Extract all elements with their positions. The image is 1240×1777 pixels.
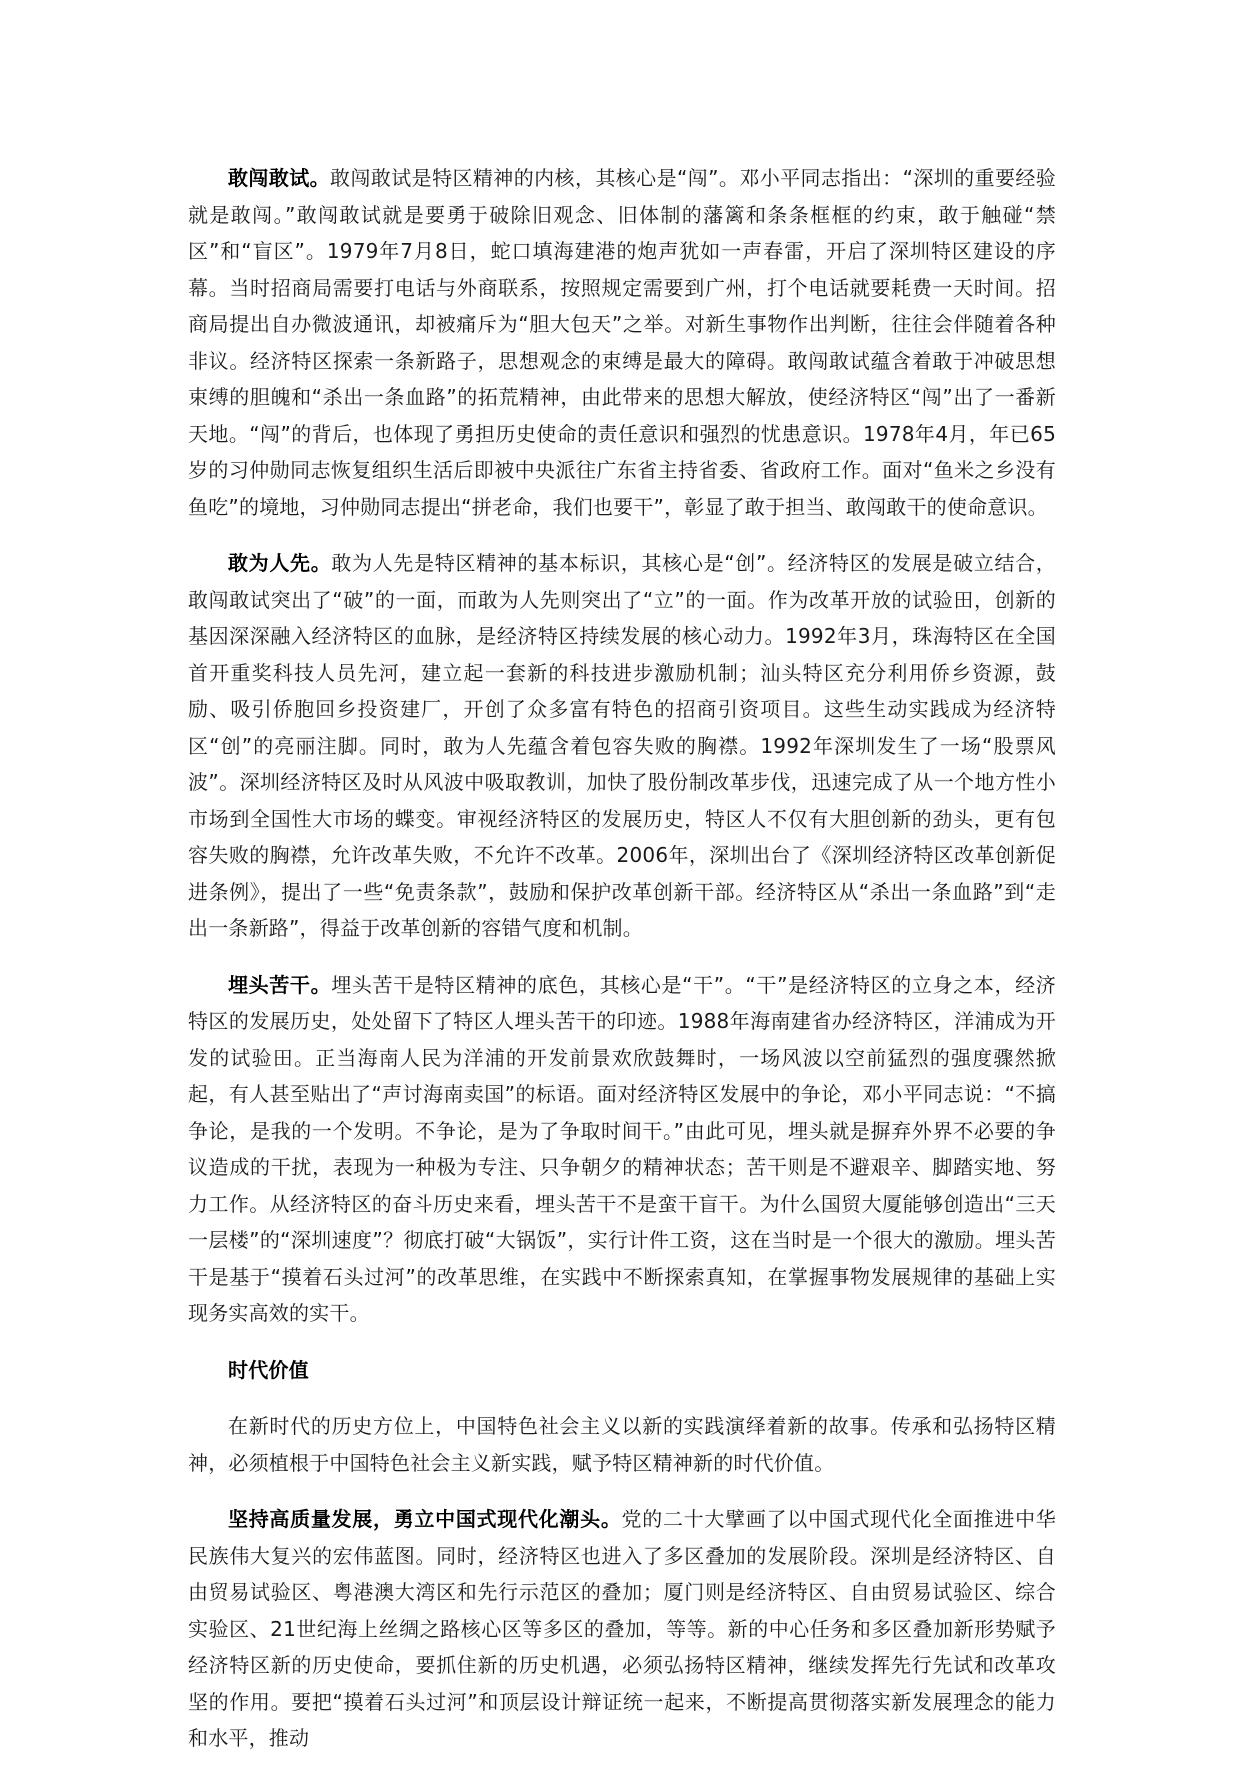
section-lead: 敢为人先。 <box>228 551 332 575</box>
section-lead: 敢闯敢试。 <box>228 166 331 190</box>
section-dare-to-try <box>188 160 1056 525</box>
intro-paragraph: 在新时代的历史方位上，中国特色社会主义以新的实践演绎着新的故事。传承和弘扬特区精神，必须植根于中国特色社会主义新实践，赋予特区精神新的时代价值。 <box>188 1414 1056 1475</box>
section-lead: 坚持高质量发展，勇立中国式现代化潮头。 <box>228 1507 622 1531</box>
section-body: 敢为人先是特区精神的基本标识，其核心是“创”。经济特区的发展是破立结合，敢闯敢试突出了“破”的一面，而敢为人先则突出了“立”的一面。作为改革开放的试验田，创新的基因深深融入经济特区的血脉，是经济特区持续发展的核心动力。1992年3月，珠海特区在全国首开重奖科技人员先河，建立起一套新的科技进步激励机制；汕头特区充分利用侨乡资源，鼓励、吸引侨胞回乡投资建厂，开创了众多富有特色的招商引资项目。这些生动实践成为经济特区“创”的亮丽注脚。同时，敢为人先蕴含着包容失败的胸襟。1992年深圳发生了一场“股票风波”。深圳经济特区及时从风波中吸取教训，加快了股份制改革步伐，迅速完成了从一个地方性小市场到全国性大市场的蝶变。审视经济特区的发展历史，特区人不仅有大胆创新的劲头，更有包容失败的胸襟，允许改革失败，不允许不改革。2006年，深圳出台了《深圳经济特区改革创新促进条例》，提出了一些“免责条款”，鼓励和保护改革创新干部。经济特区从“杀出一条血路”到“走出一条新路”，得益于改革创新的容错气度和机制。 <box>188 551 1056 940</box>
section-dare-to-lead <box>188 545 1056 947</box>
section-heading: 时代价值 <box>228 1357 309 1382</box>
section-body: 党的二十大擘画了以中国式现代化全面推进中华民族伟大复兴的宏伟蓝图。同时，经济特区也进入了多区叠加的发展阶段。深圳是经济特区、自由贸易试验区、粤港澳大湾区和先行示范区的叠加；厦门则是经济特区、自由贸易试验区、综合实验区、21世纪海上丝绸之路核心区等多区的叠加，等等。新的中心任务和多区叠加新形势赋予经济特区新的历史使命，要抓住新的历史机遇，必须弘扬特区精神，继续发挥先行先试和改革攻坚的作用。要把“摸着石头过河”和顶层设计辩证统一起来，不断提高贯彻落实新发展理念的能力和水平，推动 <box>188 1507 1056 1750</box>
section-lead: 埋头苦干。 <box>228 972 332 997</box>
document-page <box>188 160 1056 1777</box>
section-hard-work <box>188 967 1056 1332</box>
section-body: 埋头苦干是特区精神的底色，其核心是“干”。“干”是经济特区的立身之本，经济特区的发展历史，处处留下了特区人埋头苦干的印迹。1988年海南建省办经济特区，洋浦成为开发的试验田。正当海南人民为洋浦的开发前景欢欣鼓舞时，一场风波以空前猛烈的强度骤然掀起，有人甚至贴出了“声讨海南卖国”的标语。面对经济特区发展中的争论，邓小平同志说：“不搞争论，是我的一个发明。不争论，是为了争取时间干。”由此可见，埋头就是摒弃外界不必要的争议造成的干扰，表现为一种极为专注、只争朝夕的精神状态；苦干则是不避艰辛、脚踏实地、努力工作。从经济特区的奋斗历史来看，埋头苦干不是蛮干盲干。为什么国贸大厦能够创造出“三天一层楼”的“深圳速度”？彻底打破“大锅饭”，实行计件工资，这在当时是一个很大的激励。埋头苦干是基于“摸着石头过河”的改革思维，在实践中不断探索真知，在掌握事物发展规律的基础上实现务实高效的实干。 <box>188 972 1056 1325</box>
section-body: 敢闯敢试是特区精神的内核，其核心是“闯”。邓小平同志指出：“深圳的重要经验就是敢闯。”敢闯敢试就是要勇于破除旧观念、旧体制的藩篱和条条框框的约束，敢于触碰“禁区”和“盲区”。1979年7月8日，蛇口填海建港的炮声犹如一声春雷，开启了深圳特区建设的序幕。当时招商局需要打电话与外商联系，按照规定需要到广州，打个电话就要耗费一天时间。招商局提出自办微波通讯，却被痛斥为“胆大包天”之举。对新生事物作出判断，往往会伴随着各种非议。经济特区探索一条新路子，思想观念的束缚是最大的障碍。敢闯敢试蕴含着敢于冲破思想束缚的胆魄和“杀出一条血路”的拓荒精神，由此带来的思想大解放，使经济特区“闯”出了一番新天地。“闯”的背后，也体现了勇担历史使命的责任意识和强烈的忧患意识。1978年4月，年已65岁的习仲勋同志恢复组织生活后即被中央派往广东省主持省委、省政府工作。面对“鱼米之乡没有鱼吃”的境地，习仲勋同志提出“拼老命，我们也要干”，彰显了敢于担当、敢闯敢干的使命意识。 <box>188 166 1057 519</box>
section-high-quality-development <box>188 1501 1056 1757</box>
